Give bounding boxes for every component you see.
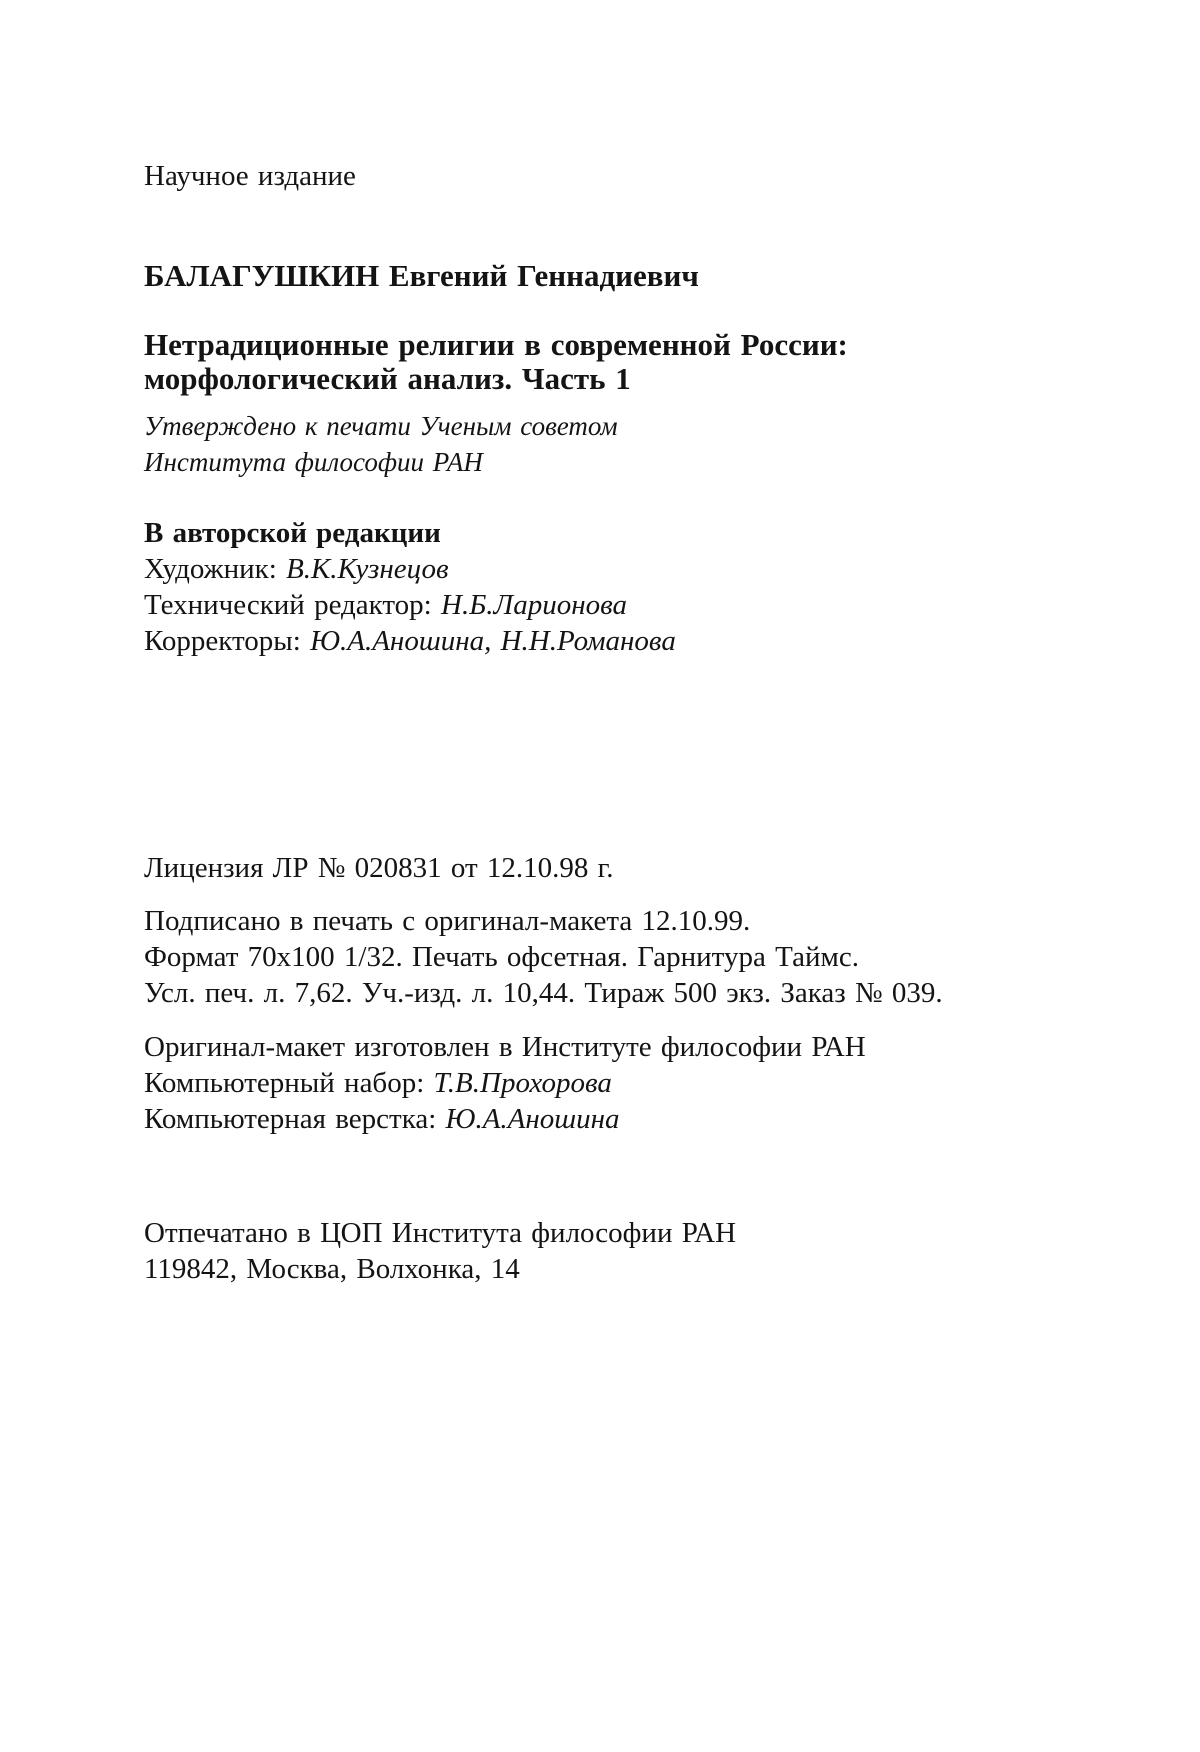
print-info-line-2: Формат 70х100 1/32. Печать офсетная. Гарнитура Таймс. [144,941,859,973]
book-title-line-2: морфологический анализ. Часть 1 [144,361,631,396]
layout-name: Ю.А.Аношина [445,1103,620,1135]
proofreaders-names: Ю.А.Аношина, Н.Н.Романова [310,625,676,657]
tech-editor-credit [144,587,627,623]
edition-type: Научное издание [144,160,356,192]
printer-address: 119842, Москва, Волхонка, 14 [144,1253,520,1285]
layout-label: Компьютерная верстка: [144,1103,437,1135]
approval-line-1: Утверждено к печати Ученым советом [144,411,618,441]
print-info-line-1: Подписано в печать с оригинал-макета 12.10.99. [144,905,751,937]
artist-name: В.К.Кузнецов [286,553,449,585]
artist-label: Художник: [144,553,277,585]
production-line-1: Оригинал-макет изготовлен в Институте философии РАН [144,1031,866,1063]
author-name: БАЛАГУШКИН Евгений Геннадиевич [144,258,699,293]
license-line: Лицензия ЛР № 020831 от 12.10.98 г. [144,852,614,884]
proofreaders-label: Корректоры: [144,625,301,657]
layout-credit [144,1101,620,1137]
typesetting-label: Компьютерный набор: [144,1067,425,1099]
typesetting-credit [144,1065,612,1101]
tech-editor-label: Технический редактор: [144,589,432,621]
print-info-line-3: Усл. печ. л. 7,62. Уч.-изд. л. 10,44. Тираж 500 экз. Заказ № 039. [144,977,943,1009]
approval-line-2: Института философии РАН [144,447,483,477]
tech-editor-name: Н.Б.Ларионова [441,589,627,621]
proofreaders-credit [144,623,676,659]
typesetting-name: Т.В.Прохорова [433,1067,612,1099]
printer-line-1: Отпечатано в ЦОП Института философии РАН [144,1217,737,1249]
book-title-line-1: Нетрадиционные религии в современной России: [144,327,848,362]
editorial-heading: В авторской редакции [144,517,441,549]
artist-credit [144,551,449,587]
